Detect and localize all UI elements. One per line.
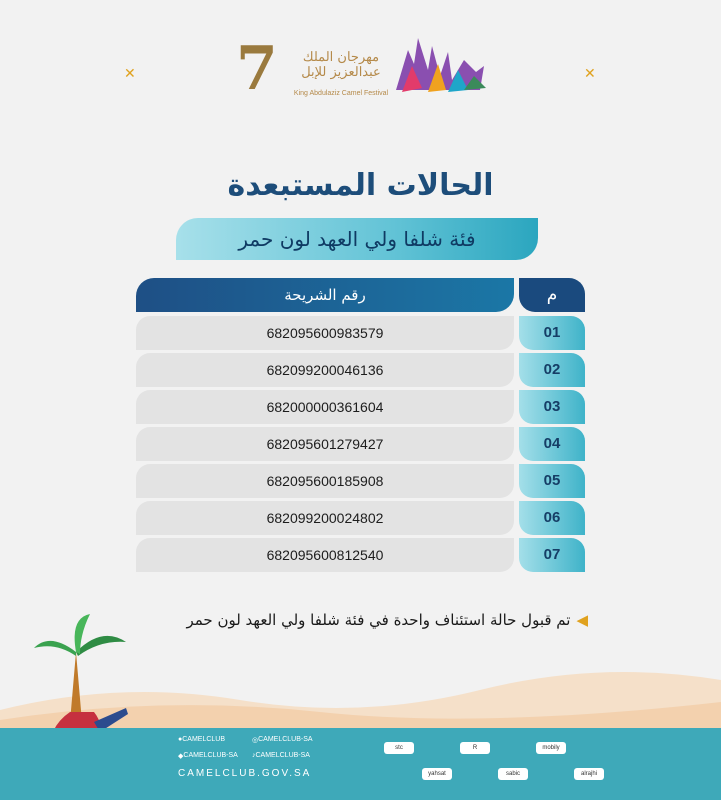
tiktok-handle: CAMELCLUB-SA bbox=[255, 752, 310, 759]
snapchat-handle: CAMELCLUB-SA bbox=[183, 752, 238, 759]
snapchat-link[interactable]: ◆ CAMELCLUB-SA bbox=[178, 752, 238, 760]
serial-number-cell: 06 bbox=[519, 501, 585, 535]
appeal-note bbox=[128, 608, 588, 632]
serial-number-cell: 01 bbox=[519, 316, 585, 350]
serial-number-cell: 05 bbox=[519, 464, 585, 498]
table-row bbox=[0, 353, 721, 387]
sponsor-logo: mobily bbox=[536, 742, 566, 754]
chip-number-column-header: رقم الشريحة bbox=[136, 278, 514, 312]
table-row bbox=[0, 390, 721, 424]
chip-number-cell: 682095600185908 bbox=[136, 464, 514, 498]
sponsor-logos bbox=[354, 738, 706, 788]
table-row bbox=[0, 316, 721, 350]
logo-english-text: King Abdulaziz Camel Festival bbox=[293, 90, 389, 97]
logo-number: 7 bbox=[236, 34, 278, 104]
instagram-link[interactable]: ◎ CAMELCLUB-SA bbox=[252, 736, 313, 744]
festival-logo bbox=[232, 28, 492, 108]
sponsor-logo: alrajhi bbox=[574, 768, 604, 780]
serial-column-header: م bbox=[519, 278, 585, 312]
instagram-handle: CAMELCLUB-SA bbox=[258, 736, 313, 743]
chip-number-cell: 682099200024802 bbox=[136, 501, 514, 535]
website-link[interactable]: CAMELCLUB.GOV.SA bbox=[178, 768, 312, 779]
chip-number-cell: 682095600983579 bbox=[136, 316, 514, 350]
chip-number-cell: 682099200046136 bbox=[136, 353, 514, 387]
decorative-star-left-icon: ✕ bbox=[124, 66, 136, 82]
serial-number-cell: 02 bbox=[519, 353, 585, 387]
chip-number-cell: 682095600812540 bbox=[136, 538, 514, 572]
page-title: الحالات المستبعدة bbox=[227, 168, 494, 203]
appeal-note-text: تم قبول حالة استئناف واحدة في فئة شلفا ولي العهد لون حمر bbox=[186, 611, 571, 629]
serial-number-cell: 03 bbox=[519, 390, 585, 424]
chip-number-cell: 682095601279427 bbox=[136, 427, 514, 461]
table-row bbox=[0, 538, 721, 572]
table-row bbox=[0, 427, 721, 461]
tiktok-link[interactable]: ♪ CAMELCLUB-SA bbox=[252, 752, 310, 759]
serial-number-cell: 04 bbox=[519, 427, 585, 461]
sponsor-logo: yahsat bbox=[422, 768, 452, 780]
chip-number-cell: 682000000361604 bbox=[136, 390, 514, 424]
table-row bbox=[0, 464, 721, 498]
serial-number-cell: 07 bbox=[519, 538, 585, 572]
category-banner: فئة شلفا ولي العهد لون حمر bbox=[176, 218, 538, 260]
twitter-link[interactable]: ● CAMELCLUB bbox=[178, 736, 226, 743]
table-row bbox=[0, 501, 721, 535]
camel-riders-logo-icon bbox=[388, 30, 488, 100]
decorative-star-right-icon: ✕ bbox=[584, 66, 596, 82]
sponsor-logo: sabic bbox=[498, 768, 528, 780]
sponsor-logo: R bbox=[460, 742, 490, 754]
logo-arabic-text: مهرجان الملك عبدالعزيز للإبل bbox=[301, 50, 381, 80]
twitter-handle: CAMELCLUB bbox=[182, 736, 226, 743]
triangle-bullet-icon: ◀ bbox=[576, 611, 588, 629]
sponsor-logo: stc bbox=[384, 742, 414, 754]
